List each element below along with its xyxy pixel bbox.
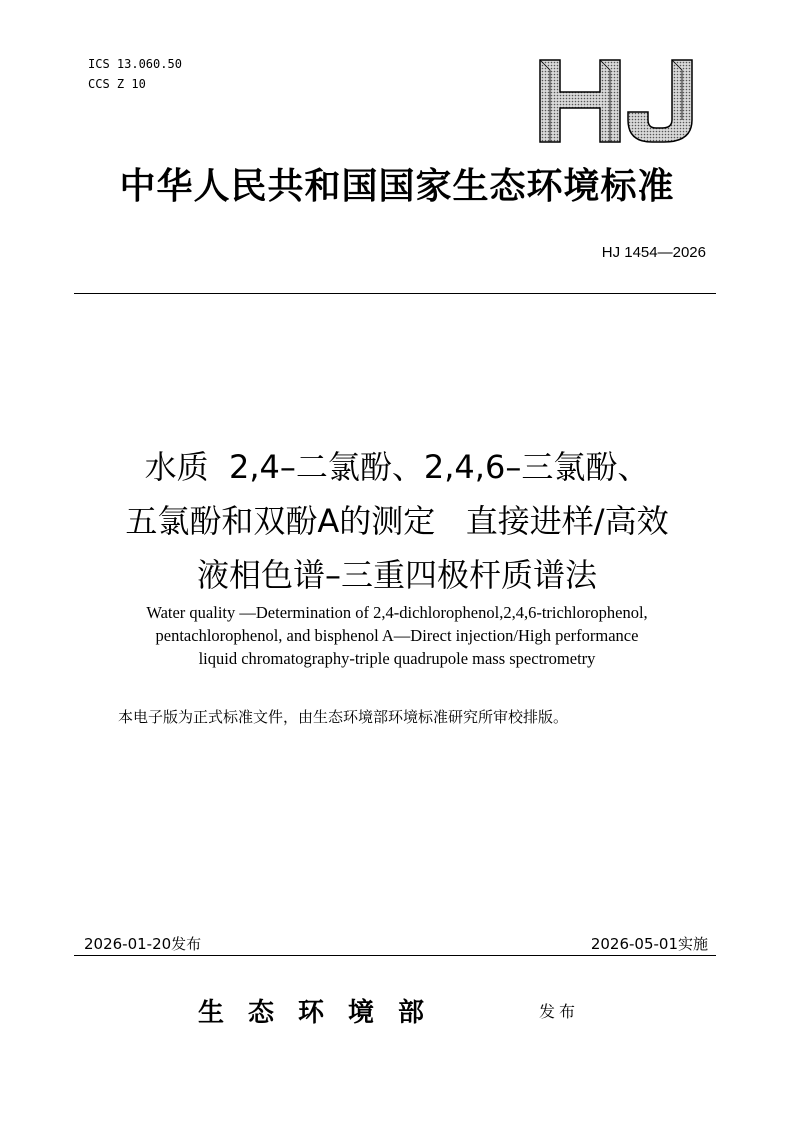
publish-label: 发布	[539, 1002, 580, 1021]
national-standard-title: 中华人民共和国国家生态环境标准	[119, 165, 675, 207]
classification-codes	[88, 54, 182, 94]
english-title-line-2: pentachlorophenol, and bisphenol A—Direct injection/High performance	[155, 626, 639, 645]
bottom-divider	[74, 955, 716, 956]
english-title-line-1: Water quality —Determination of 2,4-dichlorophenol,2,4,6-trichlorophenol,	[146, 603, 648, 622]
implementation-date: 2026-05-01实施	[590, 935, 708, 953]
ics-code: ICS 13.060.50	[88, 57, 182, 71]
issue-date: 2026-01-20发布	[84, 935, 202, 953]
chinese-title-line-2: 五氯酚和双酚A的测定 直接进样/高效	[125, 502, 669, 540]
hj-logo	[532, 58, 702, 144]
chinese-title-line-1: 水质 2,4–二氯酚、2,4,6–三氯酚、	[144, 448, 650, 486]
publisher-name: 生态环境部	[198, 998, 449, 1028]
english-title	[60, 601, 734, 670]
electronic-edition-note: 本电子版为正式标准文件，由生态环境部环境标准研究所审校排版。	[118, 708, 569, 726]
standard-number: HJ 1454—2026	[601, 244, 706, 261]
logo-text: HJ	[532, 58, 534, 59]
ccs-code: CCS Z 10	[88, 77, 146, 91]
english-title-line-3: liquid chromatography-triple quadrupole mass spectrometry	[198, 649, 596, 668]
top-divider	[74, 293, 716, 294]
chinese-title-line-3: 液相色谱–三重四极杆质谱法	[196, 556, 597, 594]
chinese-title	[60, 440, 734, 602]
